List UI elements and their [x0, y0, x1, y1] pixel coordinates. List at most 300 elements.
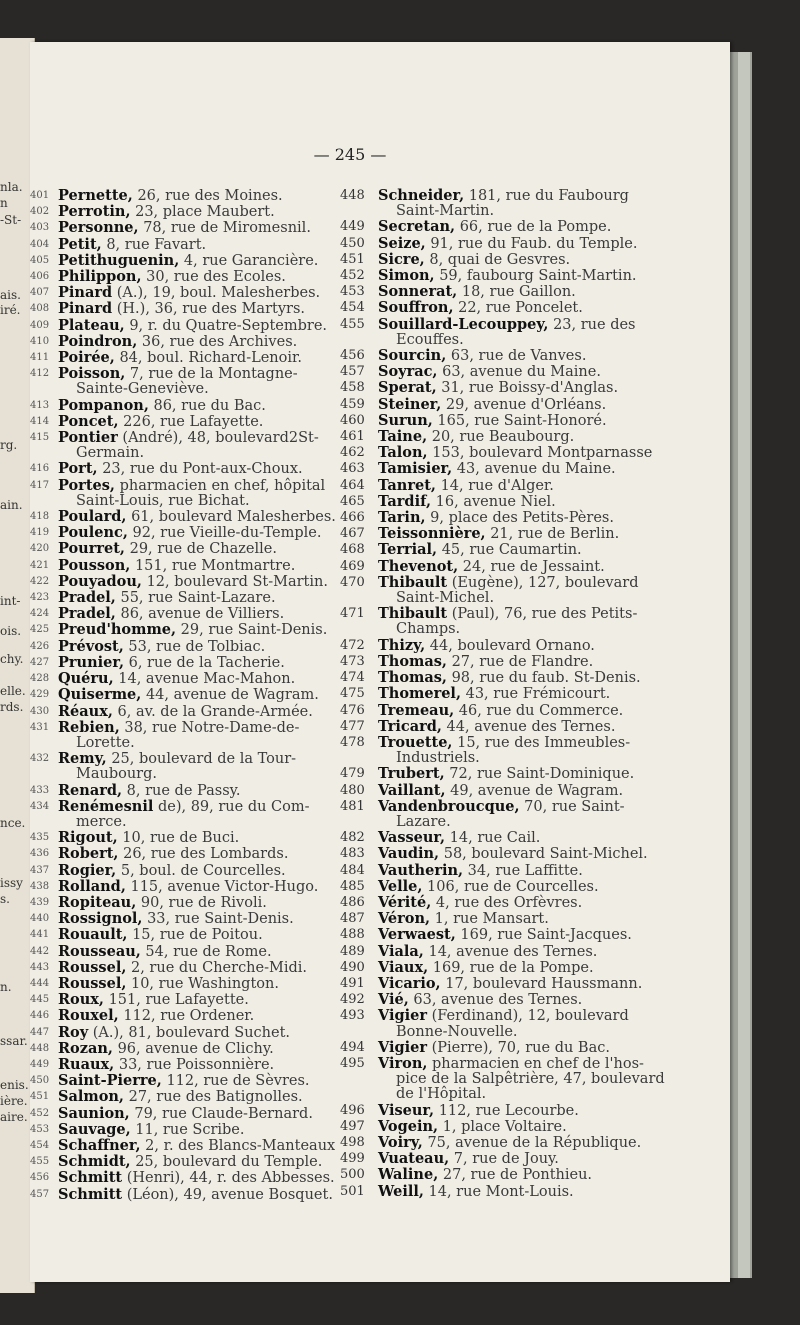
entry-address: 153, boulevard Montparnasse	[432, 445, 653, 462]
entry-number: 475	[340, 686, 365, 702]
entry-address: 1, place Voltaire.	[442, 1118, 567, 1135]
entry-text	[30, 525, 360, 541]
entry-name: Preud'homme,	[58, 621, 177, 639]
entry-number: 453	[30, 1123, 50, 1135]
entry-address: 49, avenue de Wagram.	[450, 782, 624, 799]
entry-name: Poisson,	[58, 365, 126, 383]
entry-number: 435	[30, 832, 50, 844]
entry-name: Tardif,	[378, 492, 432, 510]
entry-name: Pernette,	[58, 187, 133, 204]
entry-name: Trouette,	[378, 733, 453, 751]
entry-address: 106, rue de Courcelles.	[427, 878, 599, 895]
entry-text	[340, 895, 685, 911]
directory-entry	[30, 237, 360, 253]
entry-number: 477	[340, 718, 365, 734]
entry-number: 450	[30, 1075, 50, 1087]
entry-address: 151, rue Montmartre.	[134, 557, 296, 574]
entry-address: 5, boul. de Courcelles.	[120, 862, 286, 879]
entry-name: Vuateau,	[378, 1150, 450, 1168]
entry-number: 458	[340, 380, 365, 396]
previous-page-text-fragment: n.	[0, 980, 12, 994]
entry-address: 63, rue de Vanves.	[450, 348, 587, 365]
directory-entry	[340, 478, 685, 494]
directory-entry	[340, 1184, 685, 1200]
entry-address: 22, rue Poncelet.	[458, 300, 583, 317]
entry-text	[30, 269, 360, 285]
entry-text	[340, 799, 685, 830]
directory-entry	[340, 895, 685, 911]
directory-entry	[30, 799, 360, 830]
entry-address: 86, rue du Bac.	[153, 397, 266, 414]
directory-entry	[340, 429, 685, 445]
entry-number: 489	[340, 943, 365, 959]
directory-entry	[340, 188, 685, 219]
entry-address: 23, rue des	[553, 316, 636, 333]
entry-address: pharmacien en chef, hôpital	[119, 477, 326, 494]
directory-entry	[340, 1151, 685, 1167]
entry-text	[340, 976, 685, 992]
entry-text	[30, 927, 360, 943]
entry-text	[30, 720, 360, 751]
entry-text	[340, 992, 685, 1008]
directory-entry	[340, 1056, 685, 1103]
directory-entry	[340, 1135, 685, 1151]
entry-address: 115, avenue Victor-Hugo.	[130, 878, 319, 895]
directory-entry	[340, 364, 685, 380]
directory-entry	[340, 284, 685, 300]
entry-text	[30, 639, 360, 655]
entry-name: Souillard-Lecouppey,	[378, 315, 549, 333]
entry-text	[340, 188, 685, 219]
directory-entry	[30, 960, 360, 976]
previous-page-text-fragment: chy.	[0, 652, 24, 666]
directory-entry	[30, 253, 360, 269]
entry-name: Vié,	[378, 991, 409, 1009]
entry-address: 96, avenue de Clichy.	[117, 1040, 274, 1057]
entry-text	[340, 510, 685, 526]
entry-address-continued: Industriels.	[396, 750, 480, 767]
entry-address: (Henri), 44, r. des Abbesses.	[126, 1170, 335, 1187]
previous-page-text-fragment: n	[0, 196, 8, 210]
directory-entry	[340, 799, 685, 830]
directory-entry	[340, 703, 685, 719]
entry-text	[30, 188, 360, 204]
entry-number: 413	[30, 399, 50, 411]
directory-entry	[340, 575, 685, 606]
entry-address: 14, avenue Mac-Mahon.	[118, 671, 296, 688]
left-column	[30, 188, 360, 1203]
entry-number: 442	[30, 945, 50, 957]
entry-text	[340, 478, 685, 494]
entry-text	[30, 799, 360, 830]
entry-name: Thomerel,	[378, 685, 461, 703]
entry-name: Teissonnière,	[378, 525, 486, 543]
directory-entry	[30, 655, 360, 671]
entry-number: 497	[340, 1118, 365, 1134]
entry-address: 63, avenue des Ternes.	[413, 992, 583, 1009]
entry-name: Pouyadou,	[58, 572, 142, 590]
entry-number: 434	[30, 800, 50, 812]
entry-number: 410	[30, 335, 50, 347]
entry-text	[340, 944, 685, 960]
entry-name: Sauvage,	[58, 1120, 131, 1138]
entry-number: 451	[340, 251, 365, 267]
entry-address: 6, rue de la Tacherie.	[128, 654, 285, 671]
directory-entry	[340, 846, 685, 862]
entry-text	[340, 236, 685, 252]
entry-name: Roux,	[58, 991, 104, 1009]
entry-address: 7, rue de la Montagne-	[129, 366, 298, 383]
directory-entry	[30, 927, 360, 943]
entry-text	[30, 944, 360, 960]
entry-name: Surun,	[378, 411, 433, 429]
entry-address: 9, r. du Quatre-Septembre.	[129, 317, 328, 334]
entry-number: 457	[30, 1188, 50, 1200]
entry-number: 487	[340, 911, 365, 927]
entry-number: 481	[340, 798, 365, 814]
page-number: — 245 —	[313, 145, 387, 164]
directory-entry	[340, 413, 685, 429]
entry-number: 466	[340, 510, 365, 526]
directory-entry	[30, 720, 360, 751]
entry-number: 433	[30, 784, 50, 796]
entry-number: 452	[30, 1107, 50, 1119]
entry-number: 421	[30, 559, 50, 571]
entry-number: 478	[340, 734, 365, 750]
entry-number: 439	[30, 896, 50, 908]
entry-address: 53, rue de Tolbiac.	[128, 638, 266, 655]
entry-number: 455	[340, 316, 365, 332]
entry-name: Pourret,	[58, 540, 125, 558]
entry-text	[340, 429, 685, 445]
previous-page-text-fragment: int-	[0, 594, 21, 608]
entry-number: 470	[340, 574, 365, 590]
entry-name: Rossignol,	[58, 910, 143, 928]
entry-number: 415	[30, 432, 50, 444]
entry-text	[340, 1119, 685, 1135]
entry-text	[340, 268, 685, 284]
entry-number: 472	[340, 637, 365, 653]
directory-entry	[30, 671, 360, 687]
entry-address: 91, rue du Faub. du Temple.	[430, 235, 638, 252]
entry-text	[30, 655, 360, 671]
entry-name: Schmitt	[58, 1169, 123, 1187]
entry-address: 27, rue de Flandre.	[451, 653, 594, 670]
directory-entry	[30, 269, 360, 285]
entry-name: Velle,	[378, 877, 423, 895]
entry-address: 12, boulevard St-Martin.	[146, 573, 328, 590]
entry-text	[340, 445, 685, 461]
entry-address: (Ferdinand), 12, boulevard	[431, 1008, 629, 1025]
entry-name: Schmidt,	[58, 1153, 131, 1171]
entry-name: Personne,	[58, 219, 139, 237]
entry-number: 460	[340, 412, 365, 428]
entry-number: 461	[340, 429, 365, 445]
entry-name: Rolland,	[58, 877, 126, 895]
entry-text	[30, 1089, 360, 1105]
directory-entry	[340, 510, 685, 526]
directory-entry	[340, 268, 685, 284]
book-page	[30, 42, 730, 1282]
entry-address-continued: pice de la Salpêtrière, 47, boulevard	[396, 1071, 665, 1088]
directory-entry	[30, 414, 360, 430]
entry-address-continued: Champs.	[396, 621, 461, 638]
entry-name: Pontier	[58, 429, 118, 447]
entry-text	[340, 960, 685, 976]
entry-address: 29, rue Saint-Denis.	[180, 622, 328, 639]
entry-address: 14, rue Cail.	[449, 830, 541, 847]
entry-number: 486	[340, 894, 365, 910]
directory-entry	[30, 509, 360, 525]
entry-name: Rouault,	[58, 926, 128, 944]
entry-address: 44, boulevard Ornano.	[429, 637, 595, 654]
entry-address: 46, rue du Commerce.	[458, 702, 624, 719]
directory-entry	[30, 863, 360, 879]
entry-text	[30, 366, 360, 397]
entry-address: 27, rue des Batignolles.	[128, 1089, 303, 1106]
entry-address: 79, rue Claude-Bernard.	[134, 1105, 313, 1122]
entry-text	[340, 686, 685, 702]
entry-text	[30, 1008, 360, 1024]
entry-number: 453	[340, 284, 365, 300]
entry-text	[30, 509, 360, 525]
entry-address: 33, rue Poissonnière.	[118, 1056, 275, 1073]
directory-entry	[340, 236, 685, 252]
entry-address-continued: merce.	[76, 813, 127, 830]
entry-address: 59, faubourg Saint-Martin.	[439, 268, 637, 285]
entry-text	[30, 783, 360, 799]
entry-text	[30, 574, 360, 590]
entry-number: 488	[340, 927, 365, 943]
entry-address: 66, rue de la Pompe.	[459, 219, 612, 236]
directory-entry	[30, 944, 360, 960]
entry-text	[340, 575, 685, 606]
directory-entry	[30, 478, 360, 509]
directory-entry	[30, 188, 360, 204]
directory-entry	[30, 461, 360, 477]
entry-text	[30, 1025, 360, 1041]
entry-name: Pinard	[58, 300, 113, 318]
entry-name: Véron,	[378, 910, 431, 928]
entry-address: 151, rue Lafayette.	[108, 992, 249, 1009]
entry-text	[30, 1170, 360, 1186]
entry-number: 409	[30, 319, 50, 331]
entry-address: (Léon), 49, avenue Bosquet.	[126, 1186, 333, 1203]
previous-page-text-fragment: s.	[0, 892, 10, 906]
entry-address: 23, place Maubert.	[135, 204, 275, 221]
directory-entry	[340, 735, 685, 766]
entry-address: 8, quai de Gesvres.	[429, 251, 571, 268]
entry-name: Viseur,	[378, 1101, 435, 1119]
entry-address: (André), 48, boulevard2St-	[122, 430, 319, 447]
entry-name: Plateau,	[58, 316, 125, 334]
entry-text	[340, 846, 685, 862]
entry-number: 424	[30, 608, 50, 620]
entry-number: 419	[30, 527, 50, 539]
directory-entry	[340, 1008, 685, 1039]
previous-page-text-fragment: iré.	[0, 303, 21, 317]
directory-entry	[340, 1040, 685, 1056]
directory-entry	[30, 622, 360, 638]
entry-number: 448	[340, 188, 365, 203]
directory-entry	[30, 1073, 360, 1089]
entry-number: 490	[340, 959, 365, 975]
entry-name: Voiry,	[378, 1133, 423, 1151]
entry-text	[30, 398, 360, 414]
entry-text	[340, 542, 685, 558]
entry-address: de), 89, rue du Com-	[157, 798, 310, 815]
directory-entry	[340, 766, 685, 782]
directory-entry	[30, 1089, 360, 1105]
entry-number: 425	[30, 624, 50, 636]
entry-address: 226, rue Lafayette.	[123, 413, 264, 430]
directory-entry	[30, 1122, 360, 1138]
entry-name: Remy,	[58, 750, 107, 768]
entry-name: Quiserme,	[58, 686, 142, 704]
previous-page-text-fragment: -St-	[0, 213, 22, 227]
directory-entry	[340, 461, 685, 477]
entry-text	[340, 1167, 685, 1183]
entry-name: Renémesnil	[58, 797, 154, 815]
entry-text	[30, 204, 360, 220]
entry-text	[340, 638, 685, 654]
previous-page-text-fragment: issy	[0, 876, 23, 890]
entry-address: 92, rue Vieille-du-Temple.	[132, 525, 322, 542]
entry-name: Tricard,	[378, 717, 442, 735]
entry-text	[340, 380, 685, 396]
entry-number: 459	[340, 396, 365, 412]
entry-number: 456	[340, 348, 365, 364]
directory-entry	[30, 590, 360, 606]
entry-address: 14, rue d'Alger.	[440, 477, 554, 494]
directory-entry	[30, 398, 360, 414]
entry-number: 462	[340, 445, 365, 461]
entry-address: (A.), 19, boul. Malesherbes.	[116, 285, 321, 302]
entry-text	[30, 1154, 360, 1170]
entry-name: Secretan,	[378, 218, 456, 236]
entry-number: 467	[340, 526, 365, 542]
entry-name: Rebien,	[58, 718, 120, 736]
entry-name: Steiner,	[378, 395, 442, 413]
entry-number: 428	[30, 673, 50, 685]
entry-address: 26, rue des Lombards.	[123, 846, 289, 863]
entry-number: 454	[340, 300, 365, 316]
entry-address: 44, avenue de Wagram.	[145, 687, 319, 704]
entry-name: Viaux,	[378, 958, 429, 976]
entry-name: Réaux,	[58, 702, 113, 720]
directory-entry	[30, 318, 360, 334]
entry-number: 454	[30, 1139, 50, 1151]
entry-name: Thomas,	[378, 652, 447, 670]
entry-number: 441	[30, 929, 50, 941]
entry-name: Petit,	[58, 235, 102, 253]
entry-number: 501	[340, 1183, 365, 1199]
entry-name: Viala,	[378, 942, 424, 960]
directory-entry	[340, 300, 685, 316]
directory-entry	[340, 670, 685, 686]
right-column	[340, 188, 685, 1200]
entry-number: 445	[30, 994, 50, 1006]
previous-page-text-fragment: nla.	[0, 180, 23, 194]
directory-entry	[340, 380, 685, 396]
entry-number: 436	[30, 848, 50, 860]
entry-number: 426	[30, 640, 50, 652]
entry-address: 33, rue Saint-Denis.	[147, 911, 294, 928]
entry-name: Saint-Pierre,	[58, 1072, 162, 1090]
directory-entry	[30, 558, 360, 574]
entry-number: 422	[30, 575, 50, 587]
entry-address: 34, rue Laffitte.	[467, 862, 583, 879]
entry-number: 447	[30, 1026, 50, 1038]
entry-text	[30, 960, 360, 976]
entry-name: Prunier,	[58, 653, 124, 671]
entry-number: 403	[30, 222, 50, 234]
directory-entry	[340, 219, 685, 235]
entry-address: 38, rue Notre-Dame-de-	[124, 719, 300, 736]
entry-text	[30, 846, 360, 862]
entry-text	[340, 559, 685, 575]
entry-text	[30, 541, 360, 557]
previous-page-text-fragment: aire.	[0, 1110, 28, 1124]
entry-address: 6, av. de la Grande-Armée.	[117, 703, 313, 720]
entry-number: 479	[340, 766, 365, 782]
entry-address: 75, avenue de la République.	[427, 1134, 642, 1151]
entry-number: 430	[30, 705, 50, 717]
entry-name: Rigout,	[58, 829, 118, 847]
entry-number: 404	[30, 238, 50, 250]
directory-entry	[30, 783, 360, 799]
entry-text	[340, 703, 685, 719]
previous-page-text-fragment: rg.	[0, 438, 18, 452]
entry-address: 63, avenue du Maine.	[442, 364, 601, 381]
previous-page-text-fragment: enis.	[0, 1078, 29, 1092]
entry-address: 10, rue Washington.	[130, 975, 279, 992]
directory-entry	[30, 1154, 360, 1170]
entry-name: Quéru,	[58, 670, 114, 688]
entry-address: (Paul), 76, rue des Petits-	[451, 606, 638, 623]
entry-number: 491	[340, 975, 365, 991]
entry-number: 417	[30, 479, 50, 491]
entry-address: 86, avenue de Villiers.	[120, 606, 285, 623]
directory-entry	[30, 830, 360, 846]
entry-address: 169, rue Saint-Jacques.	[460, 927, 632, 944]
entry-name: Saunion,	[58, 1104, 130, 1122]
entry-address: 112, rue de Sèvres.	[166, 1073, 310, 1090]
entry-text	[30, 863, 360, 879]
entry-name: Poindron,	[58, 332, 138, 350]
entry-number: 455	[30, 1156, 50, 1168]
directory-entry	[30, 350, 360, 366]
directory-entry	[30, 1170, 360, 1186]
entry-address-continued: Bonne-Nouvelle.	[396, 1023, 518, 1040]
entry-text	[30, 911, 360, 927]
directory-entry	[30, 751, 360, 782]
entry-name: Robert,	[58, 845, 119, 863]
entry-name: Portes,	[58, 476, 115, 494]
entry-name: Vigier	[378, 1038, 428, 1056]
entry-address: 8, rue Favart.	[106, 236, 207, 253]
entry-text	[30, 1041, 360, 1057]
entry-name: Thizy,	[378, 636, 426, 654]
entry-address: 31, rue Boissy-d'Anglas.	[441, 380, 619, 397]
previous-page-text-fragment: ière.	[0, 1094, 28, 1108]
entry-name: Philippon,	[58, 268, 142, 286]
entry-number: 496	[340, 1102, 365, 1118]
entry-number: 420	[30, 543, 50, 555]
entry-number: 471	[340, 606, 365, 622]
entry-address-continued: Maubourg.	[76, 766, 158, 783]
directory-entry	[30, 1041, 360, 1057]
